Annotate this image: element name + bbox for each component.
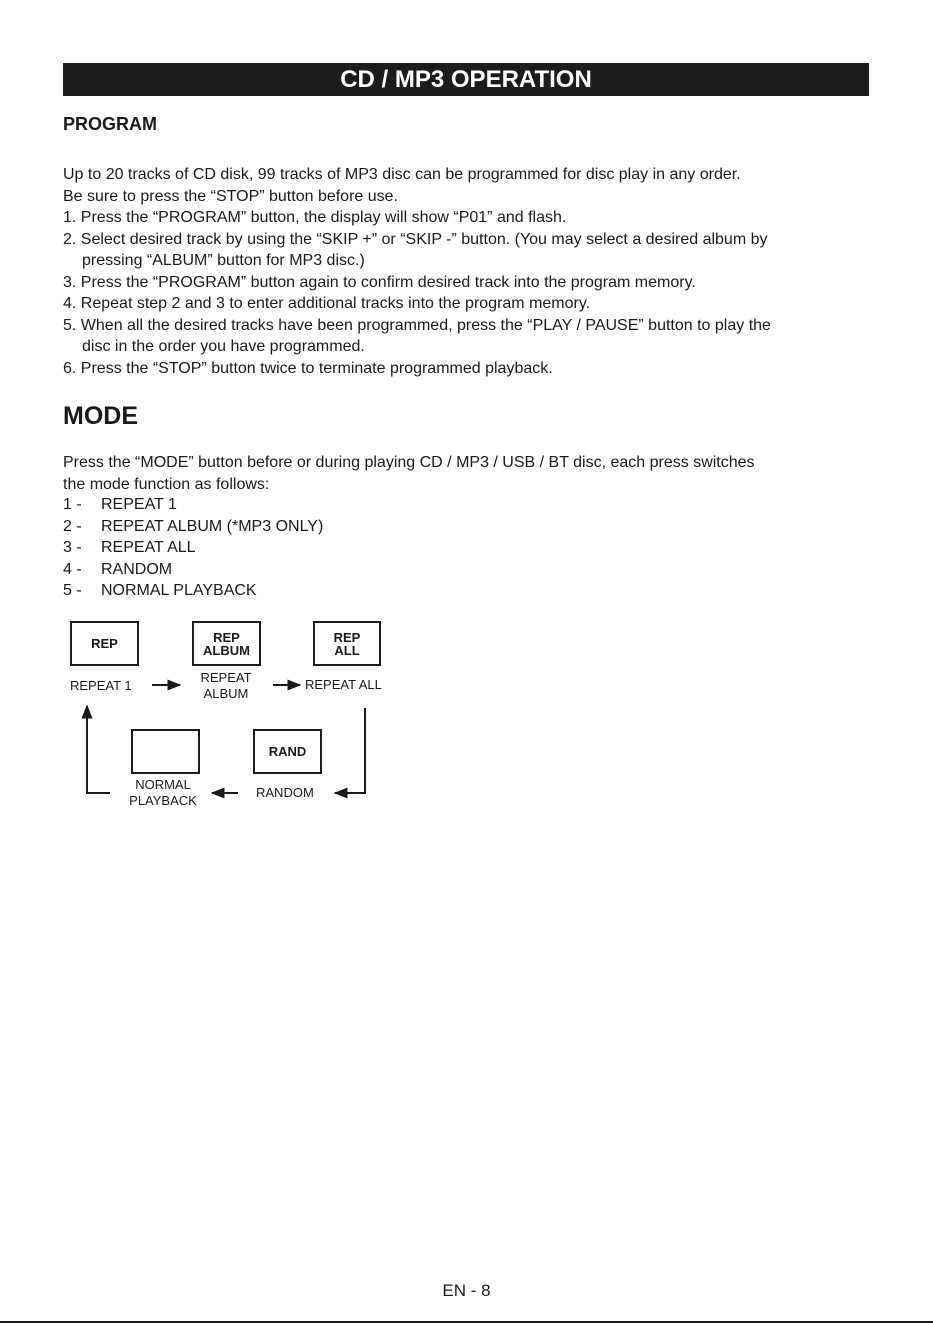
mode-item-label: REPEAT 1 [101, 496, 177, 513]
program-step: 1. Press the “PROGRAM” button, the display will show “P01” and flash. [63, 209, 567, 226]
display-rep-box [70, 621, 139, 666]
display-rep-all-box [313, 621, 381, 666]
label-repeat-album [190, 670, 262, 702]
mode-item-number: 4 - [63, 560, 82, 578]
display-rep-album-text: ALBUM [203, 642, 250, 658]
display-rand-text: RAND [268, 744, 307, 759]
mode-item-label: REPEAT ALL [101, 539, 196, 556]
program-step: 5. When all the desired tracks have been programmed, press the “PLAY / PAUSE” button to play the [63, 316, 771, 334]
mode-item-number: 5 - [63, 582, 82, 599]
label-repeat-album-line: REPEAT [200, 670, 252, 685]
program-step: 3. Press the “PROGRAM” button again to confirm desired track into the program memory. [63, 273, 696, 291]
mode-item-label: RANDOM [101, 560, 173, 578]
program-heading: PROGRAM [63, 114, 157, 134]
label-normal-playback-line: NORMAL [135, 777, 191, 792]
program-step: 6. Press the “STOP” button twice to terminate programmed playback. [63, 359, 553, 377]
page-number: EN - 8 [442, 1281, 491, 1300]
mode-item-number: 2 - [63, 517, 82, 535]
program-intro-line: Up to 20 tracks of CD disk, 99 tracks of MP3 disc can be programmed for disc play in any order. [63, 166, 741, 183]
display-rep-album-box [192, 621, 261, 666]
label-repeat-1: REPEAT 1 [70, 678, 132, 693]
program-step: 4. Repeat step 2 and 3 to enter additional tracks into the program memory. [63, 295, 591, 312]
label-repeat-all: REPEAT ALL [305, 677, 382, 692]
display-normal-box [131, 729, 200, 774]
bottom-rule [0, 1321, 933, 1323]
mode-intro-line: the mode function as follows: [63, 475, 270, 493]
label-repeat-album-line: ALBUM [203, 686, 249, 701]
label-normal-playback [122, 777, 204, 809]
mode-heading: MODE [63, 402, 138, 430]
section-title: CD / MP3 OPERATION [340, 66, 592, 93]
display-rep-album-text: REP [213, 629, 240, 645]
mode-item-number: 3 - [63, 539, 82, 556]
label-random: RANDOM [256, 785, 314, 800]
program-step: 2. Select desired track by using the “SKIP +” or “SKIP -” button. (You may select a desired album by [63, 230, 768, 248]
mode-item-label: REPEAT ALBUM (*MP3 ONLY) [101, 517, 324, 535]
label-normal-playback-line: PLAYBACK [129, 793, 197, 808]
arrow-all-to-random [335, 708, 365, 793]
display-rep-all-text: ALL [334, 642, 360, 658]
program-step-continuation: disc in the order you have programmed. [82, 338, 365, 355]
mode-intro-line: Press the “MODE” button before or during playing CD / MP3 / USB / BT disc, each press switches [63, 454, 755, 471]
arrow-normal-to-repeat1 [87, 706, 110, 793]
mode-item-number: 1 - [63, 496, 82, 513]
program-step-continuation: pressing “ALBUM” button for MP3 disc.) [82, 252, 365, 269]
program-intro-line: Be sure to press the “STOP” button before use. [63, 187, 398, 205]
display-rep-all-text: REP [333, 629, 361, 645]
display-rand-box [253, 729, 322, 774]
mode-item-label: NORMAL PLAYBACK [101, 582, 257, 599]
display-rep-text: REP [91, 636, 118, 651]
